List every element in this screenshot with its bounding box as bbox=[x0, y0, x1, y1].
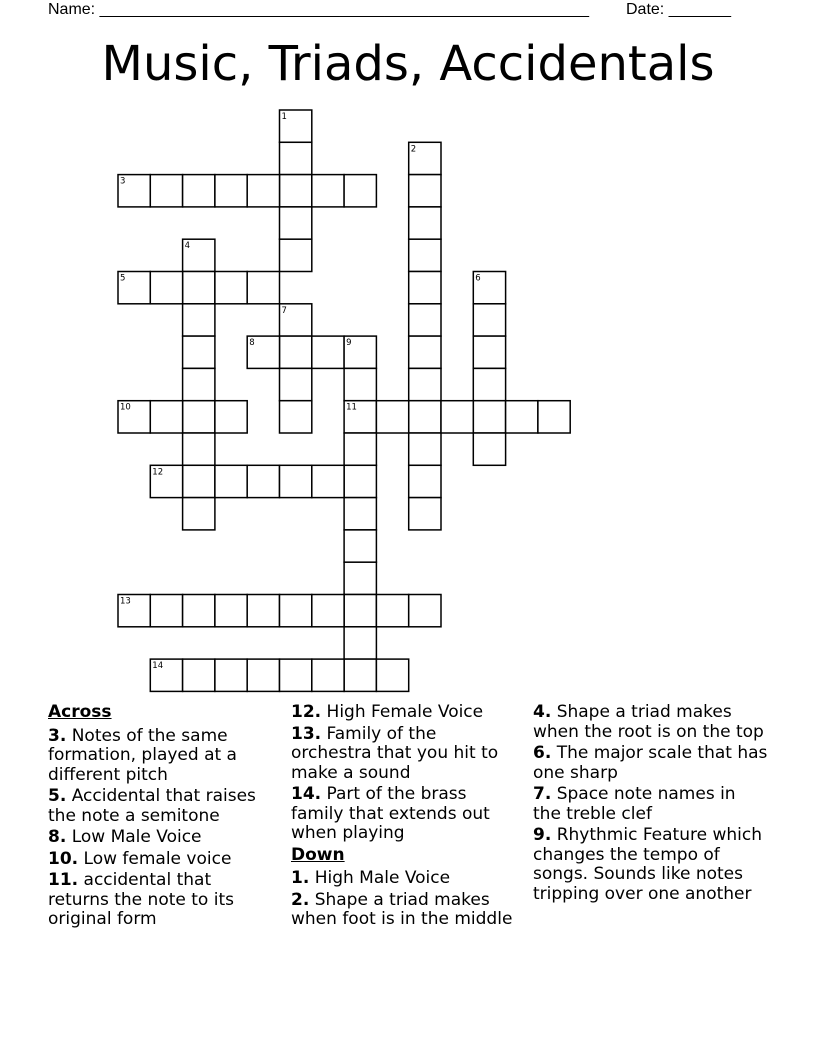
grid-cell[interactable] bbox=[409, 336, 441, 368]
puzzle-title: Music, Triads, Accidentals bbox=[101, 36, 715, 92]
clue-down: 2. Shape a triad makes when foot is in the middle bbox=[291, 889, 513, 929]
grid-cell[interactable] bbox=[409, 498, 441, 530]
grid-cell[interactable] bbox=[183, 595, 215, 627]
grid-cell[interactable] bbox=[247, 465, 279, 497]
grid-cell[interactable] bbox=[344, 175, 376, 207]
clue-across: 3. Notes of the same formation, played at a different pitch bbox=[48, 725, 237, 785]
name-field[interactable]: Name: _______________________________________________________ bbox=[48, 1, 589, 18]
grid-cell[interactable] bbox=[409, 207, 441, 239]
grid-cell[interactable] bbox=[506, 401, 538, 433]
grid-cell[interactable] bbox=[215, 272, 247, 304]
grid-cell[interactable] bbox=[280, 465, 312, 497]
clues-column-1 bbox=[48, 703, 266, 932]
grid-cell[interactable] bbox=[150, 401, 182, 433]
clues-column-2 bbox=[291, 703, 516, 932]
grid-cell[interactable] bbox=[344, 530, 376, 562]
cell-number: 2 bbox=[410, 144, 417, 155]
date-field[interactable]: Date: _______ bbox=[626, 1, 731, 18]
grid-cell[interactable] bbox=[312, 465, 344, 497]
grid-cell[interactable] bbox=[344, 368, 376, 400]
grid-cell[interactable] bbox=[247, 272, 279, 304]
clue-across: 11. accidental that returns the note to its original form bbox=[48, 870, 234, 929]
clue-across: 5. Accidental that raises the note a semitone bbox=[48, 786, 256, 826]
grid-cell[interactable] bbox=[473, 401, 505, 433]
grid-cell[interactable] bbox=[473, 304, 505, 336]
grid-cell[interactable] bbox=[150, 175, 182, 207]
grid-cell[interactable] bbox=[183, 304, 215, 336]
grid-cell[interactable] bbox=[183, 498, 215, 530]
grid-cell[interactable] bbox=[183, 465, 215, 497]
grid-cell[interactable] bbox=[473, 336, 505, 368]
grid-cell[interactable] bbox=[344, 433, 376, 465]
grid-cell[interactable] bbox=[215, 401, 247, 433]
grid-cell[interactable] bbox=[409, 465, 441, 497]
grid-cell[interactable] bbox=[280, 659, 312, 691]
grid-cell[interactable] bbox=[409, 368, 441, 400]
clue-down: 4. Shape a triad makes when the root is on the top bbox=[533, 702, 764, 742]
clue-across: 12. High Female Voice bbox=[291, 702, 484, 722]
cell-number: 7 bbox=[281, 305, 287, 316]
grid-cell[interactable] bbox=[376, 595, 408, 627]
grid-cell[interactable] bbox=[376, 401, 408, 433]
grid-cell[interactable] bbox=[247, 595, 279, 627]
clue-down: 6. The major scale that has one sharp bbox=[533, 743, 768, 783]
cell-number: 10 bbox=[120, 402, 131, 413]
clue-down: 7. Space note names in the treble clef bbox=[533, 784, 736, 824]
grid-cell[interactable] bbox=[280, 175, 312, 207]
grid-cell[interactable] bbox=[280, 239, 312, 271]
clue-across: 13. Family of the orchestra that you hit to make a sound bbox=[291, 723, 499, 783]
grid-cell[interactable] bbox=[280, 142, 312, 174]
grid-cell[interactable] bbox=[409, 272, 441, 304]
grid-cell[interactable] bbox=[538, 401, 570, 433]
grid-cell[interactable] bbox=[183, 659, 215, 691]
cell-number: 14 bbox=[152, 661, 164, 672]
clues-column-3 bbox=[533, 703, 768, 906]
grid-cell[interactable] bbox=[247, 175, 279, 207]
grid-cell[interactable] bbox=[409, 401, 441, 433]
grid-cell[interactable] bbox=[183, 433, 215, 465]
grid-cell[interactable] bbox=[409, 175, 441, 207]
grid-cell[interactable] bbox=[312, 595, 344, 627]
grid-cell[interactable] bbox=[183, 175, 215, 207]
cell-number: 1 bbox=[281, 112, 287, 122]
grid-cell[interactable] bbox=[344, 562, 376, 594]
grid-cell[interactable] bbox=[344, 627, 376, 659]
grid-cell[interactable] bbox=[473, 433, 505, 465]
grid-cell[interactable] bbox=[409, 595, 441, 627]
grid-cell[interactable] bbox=[344, 498, 376, 530]
grid-cell[interactable] bbox=[344, 595, 376, 627]
grid-cell[interactable] bbox=[215, 465, 247, 497]
grid-cell[interactable] bbox=[409, 433, 441, 465]
grid-cell[interactable] bbox=[280, 595, 312, 627]
grid-cell[interactable] bbox=[183, 401, 215, 433]
grid-cell[interactable] bbox=[409, 239, 441, 271]
grid-cell[interactable] bbox=[409, 304, 441, 336]
cell-number: 12 bbox=[152, 467, 164, 478]
grid-cell[interactable] bbox=[344, 659, 376, 691]
clue-across: 14. Part of the brass family that extends out when playing bbox=[291, 784, 490, 843]
grid-cell[interactable] bbox=[183, 336, 215, 368]
cell-number: 4 bbox=[184, 241, 191, 252]
grid-cell[interactable] bbox=[312, 175, 344, 207]
cell-number: 8 bbox=[249, 338, 255, 349]
cell-number: 13 bbox=[120, 596, 131, 607]
grid-cell[interactable] bbox=[312, 336, 344, 368]
cell-number: 9 bbox=[346, 338, 352, 349]
grid-cell[interactable] bbox=[344, 465, 376, 497]
grid-cell[interactable] bbox=[183, 368, 215, 400]
grid-cell[interactable] bbox=[280, 401, 312, 433]
cell-number: 5 bbox=[120, 273, 126, 284]
clue-across: 8. Low Male Voice bbox=[48, 827, 202, 847]
grid-cell[interactable] bbox=[376, 659, 408, 691]
grid-cell[interactable] bbox=[280, 368, 312, 400]
cell-number: 3 bbox=[120, 176, 126, 187]
grid-cell[interactable] bbox=[183, 272, 215, 304]
cell-number: 11 bbox=[346, 402, 357, 413]
clue-down: 1. High Male Voice bbox=[291, 868, 451, 888]
grid-cell[interactable] bbox=[441, 401, 473, 433]
cell-number: 6 bbox=[475, 273, 481, 284]
grid-cell[interactable] bbox=[280, 336, 312, 368]
grid-cell[interactable] bbox=[473, 368, 505, 400]
grid-cell[interactable] bbox=[150, 272, 182, 304]
grid-cell[interactable] bbox=[215, 175, 247, 207]
grid-cell[interactable] bbox=[247, 659, 279, 691]
grid-cell[interactable] bbox=[280, 207, 312, 239]
across-heading: Across bbox=[48, 702, 112, 722]
clue-across: 10. Low female voice bbox=[48, 848, 232, 869]
grid-cell[interactable] bbox=[150, 595, 182, 627]
grid-cell[interactable] bbox=[215, 595, 247, 627]
grid-cell[interactable] bbox=[215, 659, 247, 691]
clue-down: 9. Rhythmic Feature which changes the tempo of songs. Sounds like notes tripping over one another bbox=[533, 825, 762, 904]
grid-cell[interactable] bbox=[312, 659, 344, 691]
down-heading: Down bbox=[291, 844, 345, 865]
